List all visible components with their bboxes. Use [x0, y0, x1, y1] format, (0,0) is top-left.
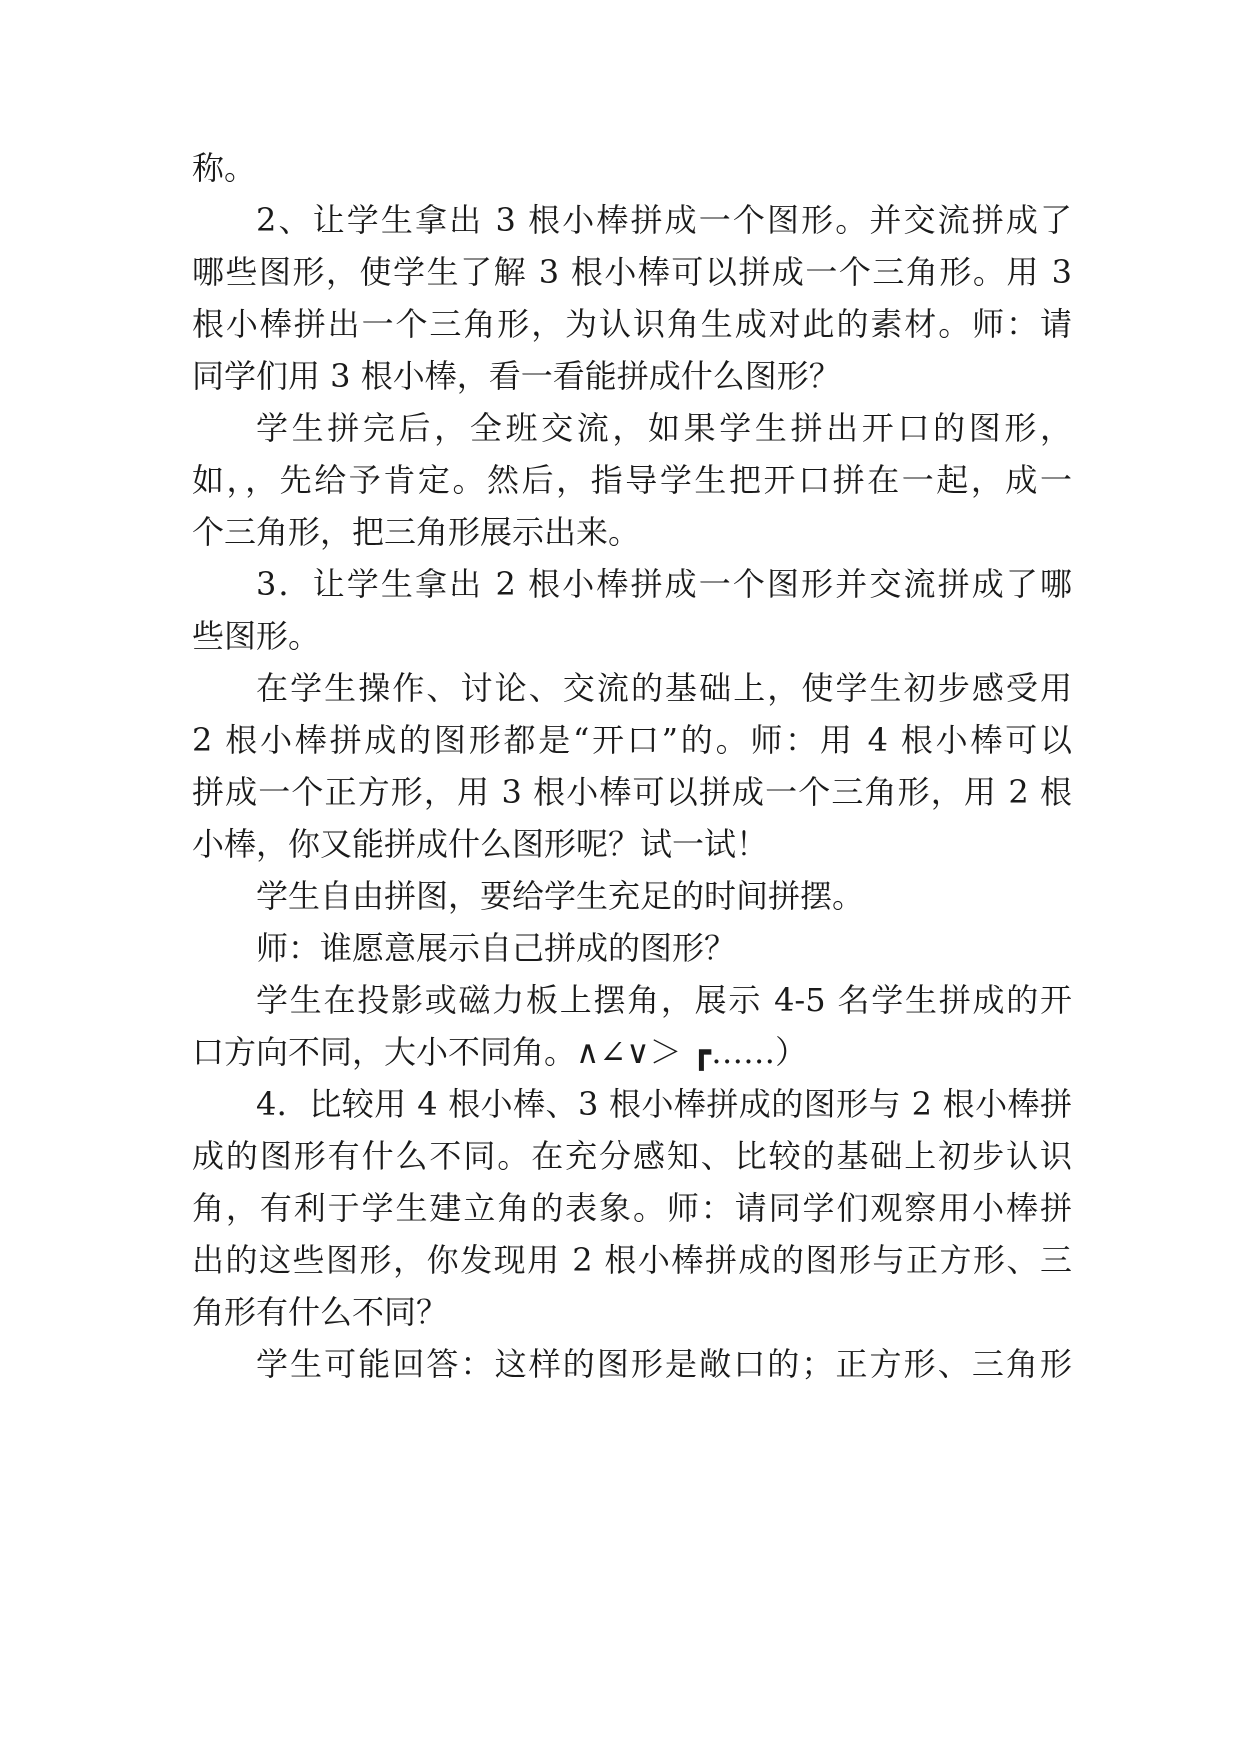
text-line: 哪些图形，使学生了解 3 根小棒可以拼成一个三角形。用 3 — [192, 253, 1072, 291]
text-line: 在学生操作、讨论、交流的基础上，使学生初步感受用 — [256, 669, 1072, 707]
text-line: 学生在投影或磁力板上摆角，展示 4-5 名学生拼成的开 — [256, 981, 1072, 1019]
text-line: 学生拼完后，全班交流，如果学生拼出开口的图形， — [256, 409, 1072, 447]
text-line: 出的这些图形，你发现用 2 根小棒拼成的图形与正方形、三 — [192, 1241, 1072, 1279]
text-line: 2 根小棒拼成的图形都是“开口”的。师：用 4 根小棒可以 — [192, 721, 1072, 759]
text-line: 2、让学生拿出 3 根小棒拼成一个图形。并交流拼成了 — [256, 201, 1072, 239]
text-line: 个三角形，把三角形展示出来。 — [192, 513, 641, 551]
text-line: 角，有利于学生建立角的表象。师：请同学们观察用小棒拼 — [192, 1189, 1072, 1227]
text-line: 同学们用 3 根小棒，看一看能拼成什么图形？ — [192, 357, 841, 395]
text-line: 拼成一个正方形，用 3 根小棒可以拼成一个三角形，用 2 根 — [192, 773, 1072, 811]
text-line: 称。 — [192, 149, 257, 187]
text-line: 学生自由拼图，要给学生充足的时间拼摆。 — [256, 877, 865, 915]
text-line: 学生可能回答：这样的图形是敞口的；正方形、三角形 — [256, 1345, 1072, 1383]
text-line: 些图形。 — [192, 617, 321, 655]
text-line: 3．让学生拿出 2 根小棒拼成一个图形并交流拼成了哪 — [256, 565, 1072, 603]
text-line: 4．比较用 4 根小棒、3 根小棒拼成的图形与 2 根小棒拼 — [256, 1085, 1072, 1123]
text-line: 师：谁愿意展示自己拼成的图形？ — [256, 929, 737, 967]
text-line: 根小棒拼出一个三角形，为认识角生成对此的素材。师：请 — [192, 305, 1072, 343]
text-line: 角形有什么不同？ — [192, 1293, 449, 1331]
text-line: 如，，先给予肯定。然后，指导学生把开口拼在一起，成一 — [192, 461, 1072, 499]
text-line: 成的图形有什么不同。在充分感知、比较的基础上初步认识 — [192, 1137, 1072, 1175]
text-line: 口方向不同，大小不同角。∧∠∨＞ ┏……） — [192, 1033, 808, 1071]
text-line: 小棒，你又能拼成什么图形呢？试一试！ — [192, 825, 769, 863]
